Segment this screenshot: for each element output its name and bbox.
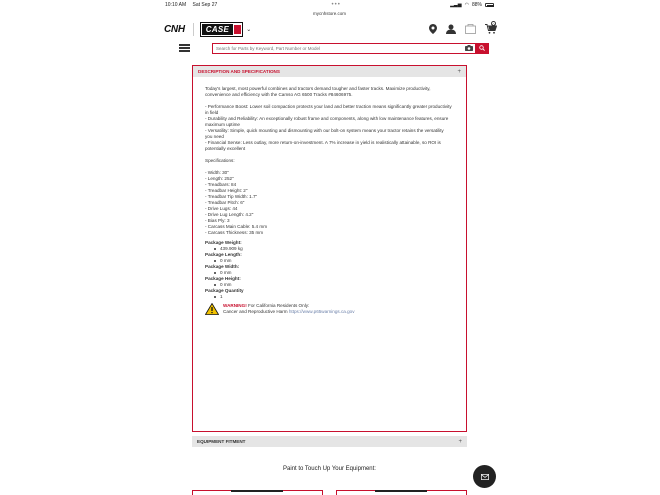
warning-line1: For California Residents Only: [246, 303, 310, 308]
search-input[interactable] [213, 44, 463, 53]
benefit-item: - Durability and Reliability: An exceptionally robust frame and components, along with low maintenance features, ensure maximum uptime [205, 116, 449, 127]
catalog-icon[interactable] [465, 24, 476, 34]
spec-item: - Width: 30" [205, 170, 229, 175]
spec-item: - Treadbar Pitch: 6" [205, 200, 245, 205]
package-quantity-value: 1 [205, 294, 452, 300]
paint-option-card[interactable] [336, 490, 467, 495]
status-time: 10:10 AM [165, 2, 187, 8]
package-weight-value: 439.909 kg [205, 246, 452, 252]
spec-item: - Carcass Thickness: 35 mm [205, 230, 264, 235]
benefit-item: - Performance Boost: Lower soil compaction protects your land and better traction means significantly greater productivity in field [205, 104, 452, 115]
url-bar[interactable]: mycnhstore.com [312, 11, 346, 16]
expand-icon[interactable]: + [458, 438, 462, 445]
search-icon [479, 45, 485, 51]
prop65-warning [205, 303, 452, 315]
search-button[interactable] [475, 44, 488, 53]
cart-wrapper[interactable] [485, 24, 497, 34]
site-header [158, 18, 501, 40]
menu-icon[interactable] [179, 44, 190, 51]
package-height-value: 0 mm [205, 282, 452, 288]
specs-heading: Specifications: [205, 158, 235, 163]
spec-item: - Carcass Main Cable: 5.4 mm [205, 224, 268, 229]
case-ih-logo[interactable] [200, 22, 243, 37]
mail-icon [481, 474, 489, 480]
spec-item: - Treadbar Tip Width: 1.7" [205, 194, 258, 199]
search-row [158, 40, 501, 56]
search-box [212, 43, 489, 54]
case-logo-text: CASE [202, 24, 233, 35]
description-body [193, 77, 466, 315]
package-length-label: Package Length: [205, 252, 242, 257]
spec-item: - Bias Ply: 3 [205, 218, 230, 223]
package-width-label: Package Width: [205, 264, 240, 269]
contact-button[interactable] [473, 465, 496, 488]
spec-item: - Treadbars: 84 [205, 182, 237, 187]
package-weight-label: Package Weight: [205, 240, 242, 245]
signal-icon: ▂▃▅ [450, 2, 462, 8]
chevron-down-icon[interactable]: ⌄ [246, 26, 252, 33]
description-panel [192, 65, 467, 432]
warning-line2: Cancer and Reproductive Harm [223, 309, 289, 314]
warning-label: WARNING! [223, 303, 247, 308]
description-header[interactable] [193, 66, 466, 77]
location-pin-icon[interactable] [429, 24, 437, 34]
fitment-header[interactable] [192, 436, 467, 447]
spec-item: - Drive Lugs: 44 [205, 206, 238, 211]
status-date: Sat Sep 27 [192, 2, 218, 8]
package-height-label: Package Height: [205, 276, 241, 281]
benefit-item: - Versatility: Simple, quick mounting and dismounting with our bolt-on system means your tractor retains the versatility you need [205, 128, 444, 139]
p65-link[interactable]: https://www.p65warnings.ca.gov [288, 309, 355, 314]
spec-item: - Drive Lug Length: 4.2" [205, 212, 254, 217]
fitment-panel [192, 436, 467, 447]
benefit-item: - Financial Sense: Less outlay, more return-on-investment. A 7% increase in yield is realistically attainable, so ROI is potentially excellent [205, 140, 441, 151]
account-icon[interactable] [446, 24, 456, 34]
wifi-icon: ◠ [464, 2, 469, 8]
package-quantity-label: Package Quantity [205, 288, 244, 293]
description-intro: Today's largest, most powerful combines and tractors demand tougher and faster tracks. Maximize productivity, convenience and efficiency with the Camso AG 6500 Tracks #84606975. [205, 86, 431, 97]
status-bar [158, 0, 501, 10]
description-title: DESCRIPTION AND SPECIFICATIONS [198, 69, 280, 74]
cart-count-badge: 0 [492, 22, 495, 27]
battery-percent: 88% [471, 2, 482, 8]
cnh-logo[interactable]: CNH [164, 23, 185, 35]
warning-icon [205, 303, 219, 315]
expand-icon[interactable]: + [457, 68, 461, 75]
divider [193, 23, 194, 36]
package-length-value: 0 mm [205, 258, 452, 264]
spec-item: - Length: 252" [205, 176, 234, 181]
fitment-title: EQUIPMENT FITMENT [197, 439, 246, 444]
paint-heading: Paint to Touch Up Your Equipment: [283, 466, 376, 472]
paint-options [192, 490, 467, 495]
camera-search-icon[interactable] [463, 45, 475, 51]
package-width-value: 0 mm [205, 270, 452, 276]
ih-mark [234, 25, 241, 34]
multitask-dots-icon[interactable]: ••• [331, 2, 341, 8]
browser-frame [158, 0, 501, 495]
battery-icon [485, 3, 494, 7]
paint-option-card[interactable] [192, 490, 323, 495]
spec-item: - Treadbar Height: 2" [205, 188, 248, 193]
